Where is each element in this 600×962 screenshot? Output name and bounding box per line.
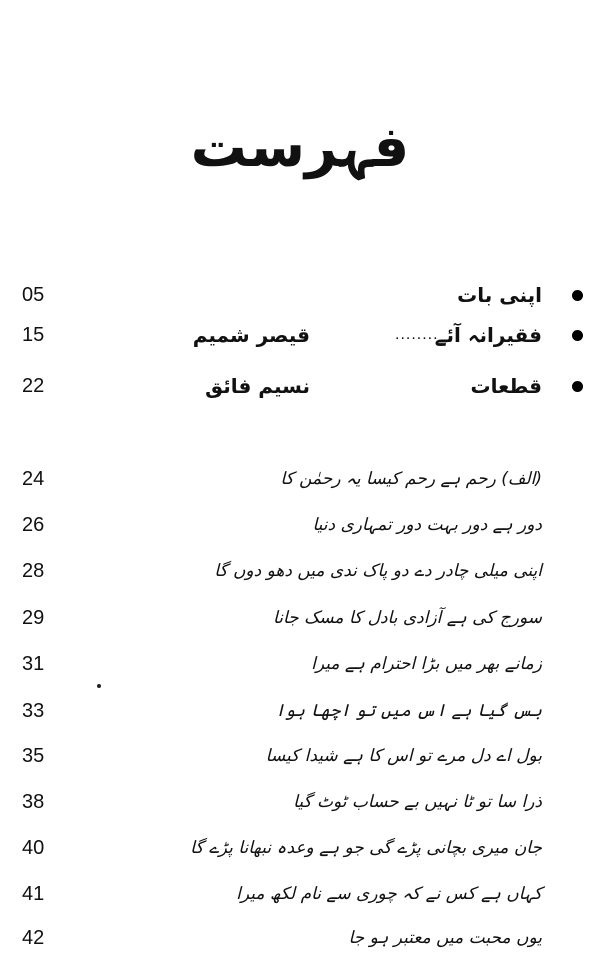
bullet-icon bbox=[572, 330, 583, 341]
list-item bbox=[0, 648, 600, 688]
list-item bbox=[0, 922, 600, 962]
entry-title: جان میری بچانی پڑے گی جو ہے وعدہ نبھانا پڑے گا bbox=[190, 838, 542, 858]
list-item bbox=[0, 602, 600, 642]
page-number: 28 bbox=[22, 560, 45, 582]
page-number: 29 bbox=[22, 607, 45, 629]
entry-title: بس گیا ہے اس میں تو اچھا ہوا bbox=[275, 701, 542, 721]
entry-title: سورج کی ہے آزادی بادل کا مسک جانا bbox=[273, 608, 542, 628]
entry-title: ذرا سا تو ٹا نہیں بے حساب ٹوٹ گیا bbox=[293, 792, 542, 812]
page-title: فہرست bbox=[190, 115, 410, 180]
entry-title: دور ہے دور بہت دور تمہاری دنیا bbox=[312, 515, 542, 535]
list-item bbox=[0, 786, 600, 826]
top-entry-row bbox=[0, 370, 600, 410]
page-number: 31 bbox=[22, 653, 45, 675]
page-number: 40 bbox=[22, 837, 45, 859]
page-number: 05 bbox=[22, 284, 45, 306]
list-item bbox=[0, 509, 600, 549]
top-entry-row bbox=[0, 279, 600, 319]
entry-title: اپنی میلی چادر دے دو پاک ندی میں دھو دوں گا bbox=[214, 561, 542, 581]
page-number: 33 bbox=[22, 700, 45, 722]
page-number: 24 bbox=[22, 468, 45, 490]
page-number: 42 bbox=[22, 927, 45, 949]
entry-author: نسیم فائق bbox=[205, 374, 310, 398]
entry-title: قطعات bbox=[470, 374, 542, 398]
page-number: 35 bbox=[22, 745, 45, 767]
list-item bbox=[0, 555, 600, 595]
entry-title: کہاں ہے کس نے کہ چوری سے نام لکھ میرا bbox=[236, 884, 542, 904]
bullet-icon bbox=[572, 381, 583, 392]
entry-title: (الف) رحم ہے رحم کیسا یہ رحمٰن کا bbox=[280, 469, 542, 489]
page-number: 38 bbox=[22, 791, 45, 813]
entry-title: زمانے بھر میں بڑا احترام ہے میرا bbox=[311, 654, 542, 674]
list-item bbox=[0, 740, 600, 780]
dot-leader: ........ bbox=[395, 326, 439, 343]
bullet-icon bbox=[572, 290, 583, 301]
page-number: 22 bbox=[22, 375, 45, 397]
entry-title: یوں محبت میں معتبر ہو جا bbox=[348, 928, 542, 948]
page-number: 15 bbox=[22, 324, 45, 346]
list-item bbox=[0, 878, 600, 918]
page-number: 26 bbox=[22, 514, 45, 536]
entry-title: اپنی بات bbox=[457, 283, 542, 307]
list-item bbox=[0, 463, 600, 503]
page-number: 41 bbox=[22, 883, 45, 905]
ink-speck bbox=[97, 684, 101, 688]
entry-title: فقیرانہ آئے bbox=[434, 323, 542, 347]
list-item bbox=[0, 695, 600, 735]
list-item bbox=[0, 832, 600, 872]
top-entry-row bbox=[0, 319, 600, 359]
entry-author: قیصر شمیم bbox=[192, 323, 310, 347]
entry-title: بول اے دل مرے تو اس کا ہے شیدا کیسا bbox=[265, 746, 542, 766]
